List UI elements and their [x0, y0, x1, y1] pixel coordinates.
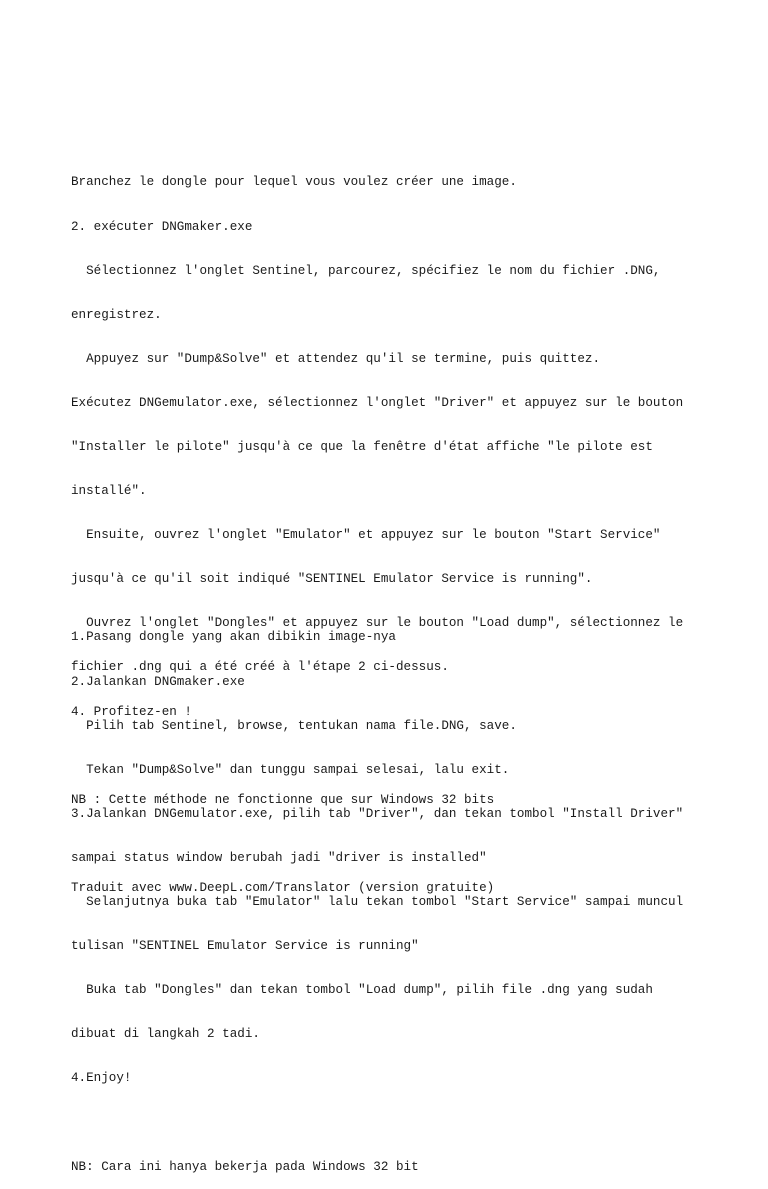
text-line: tulisan "SENTINEL Emulator Service is running"	[71, 939, 419, 954]
text-line: Ouvrez l'onglet "Dongles" et appuyez sur le bouton "Load dump", sélectionnez le	[71, 616, 684, 631]
text-line: fichier .dng qui a été créé à l'étape 2 ci-dessus.	[71, 660, 449, 675]
text-line: Selanjutnya buka tab "Emulator" lalu tekan tombol "Start Service" sampai muncul	[71, 894, 684, 909]
text-line: 4.Enjoy!	[71, 1071, 132, 1086]
note-line: NB: Cara ini hanya bekerja pada Windows 32 bit	[71, 1159, 419, 1174]
text-line: jusqu'à ce qu'il soit indiqué "SENTINEL Emulator Service is running".	[71, 572, 593, 587]
text-line: 1.Pasang dongle yang akan dibikin image-nya	[71, 630, 396, 645]
text-line: enregistrez.	[71, 307, 162, 322]
text-line: 2. exécuter DNGmaker.exe	[71, 219, 253, 234]
text-line: Ensuite, ouvrez l'onglet "Emulator" et appuyez sur le bouton "Start Service"	[71, 528, 661, 543]
translation-credit: Traduit avec www.DeepL.com/Translator (version gratuite)	[71, 880, 495, 895]
text-line: 2.Jalankan DNGmaker.exe	[71, 674, 245, 689]
text-line: Branchez le dongle pour lequel vous voulez créer une image.	[71, 175, 517, 190]
blank-line	[71, 1115, 683, 1130]
indonesian-instructions	[71, 601, 683, 1189]
text-line: installé".	[71, 484, 147, 499]
text-line: Buka tab "Dongles" dan tekan tombol "Load dump", pilih file .dng yang sudah	[71, 983, 653, 998]
text-line: 3.Jalankan DNGemulator.exe, pilih tab "Driver", dan tekan tombol "Install Driver"	[71, 806, 684, 821]
text-line: dibuat di langkah 2 tadi.	[71, 1027, 260, 1042]
note-line: NB : Cette méthode ne fonctionne que sur Windows 32 bits	[71, 792, 495, 807]
text-line: Exécutez DNGemulator.exe, sélectionnez l'onglet "Driver" et appuyez sur le bouton	[71, 395, 684, 410]
text-line: Appuyez sur "Dump&Solve" et attendez qu'il se termine, puis quittez.	[71, 351, 601, 366]
text-line: 4. Profitez-en !	[71, 704, 192, 719]
text-line: Tekan "Dump&Solve" dan tunggu sampai selesai, lalu exit.	[71, 762, 510, 777]
text-line: Pilih tab Sentinel, browse, tentukan nama file.DNG, save.	[71, 718, 517, 733]
text-line: "Installer le pilote" jusqu'à ce que la fenêtre d'état affiche "le pilote est	[71, 439, 653, 454]
text-line: sampai status window berubah jadi "driver is installed"	[71, 850, 487, 865]
text-line: Sélectionnez l'onglet Sentinel, parcourez, spécifiez le nom du fichier .DNG,	[71, 263, 661, 278]
